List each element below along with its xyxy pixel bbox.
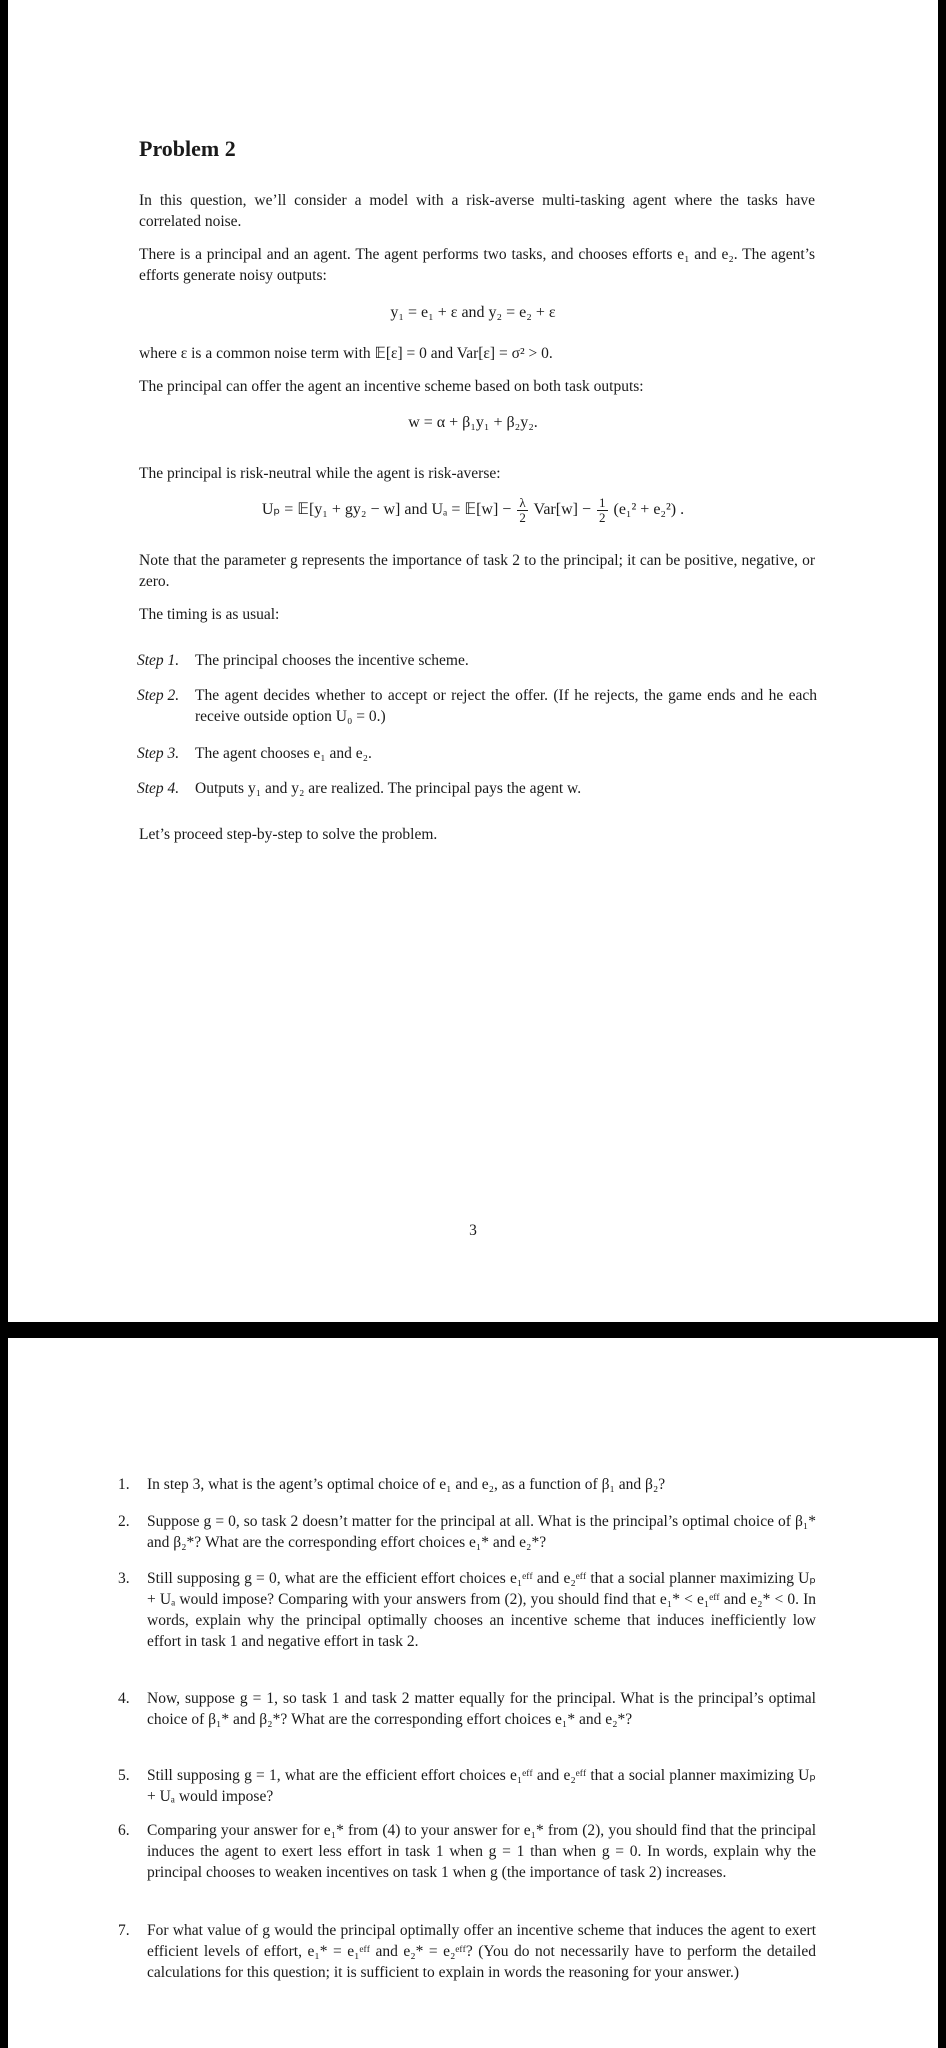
question-text: Comparing your answer for e₁* from (4) to your answer for e₁* from (2), you should find that the principal induces the agent to exert less effort in task 1 when g = 1 than when g = 0. In words, explain why the principal chooses to weaken incentives on task 1 when g (the importance of task 2) increases.	[147, 1822, 816, 1881]
question-text: For what value of g would the principal optimally offer an incentive scheme that induces the agent to exert efficient levels of effort, e₁* = e₁ᵉᶠᶠ and e₂* = e₂ᵉᶠᶠ? (You do not necessarily have to perform the detailed calculations for this question; it is sufficient to explain in words the reasoning for your answer.)	[147, 1922, 816, 1981]
noise-paragraph: where ε is a common noise term with 𝔼[ε] = 0 and Var[ε] = σ² > 0.	[139, 345, 553, 362]
utility-equation-right: (e₁² + e₂²) .	[613, 501, 685, 519]
question-number: 7.	[118, 1922, 130, 1939]
setup-paragraph: There is a principal and an agent. The agent performs two tasks, and chooses efforts e₁ and e₂. The agent’s efforts generate noisy outputs:	[139, 246, 815, 284]
step-text: The agent decides whether to accept or reject the offer. (If he rejects, the game ends and he each receive outside option U₀ = 0.)	[195, 687, 817, 725]
question-text: Suppose g = 0, so task 2 doesn’t matter for the principal at all. What is the principal’s optimal choice of β₁* and β₂*? What are the corresponding effort choices e₁* and e₂*?	[147, 1513, 816, 1551]
outputs-equation: y₁ = e₁ + ε and y₂ = e₂ + ε	[390, 304, 556, 321]
question-item	[118, 1568, 816, 1652]
question-number: 5.	[118, 1767, 130, 1784]
question-number: 1.	[118, 1476, 130, 1493]
step-item	[137, 650, 817, 671]
note-paragraph: Note that the parameter g represents the importance of task 2 to the principal; it can be positive, negative, or zero.	[139, 552, 815, 590]
question-item	[118, 1688, 816, 1730]
question-text: In step 3, what is the agent’s optimal choice of e₁ and e₂, as a function of β₁ and β₂?	[147, 1476, 666, 1493]
step-item	[137, 743, 817, 764]
problem-heading: Problem 2	[139, 136, 236, 161]
step-label: Step 2.	[137, 687, 180, 704]
risk-paragraph: The principal is risk-neutral while the agent is risk-averse:	[139, 465, 501, 482]
utility-equation	[8, 496, 938, 525]
step-item	[137, 778, 817, 799]
question-text: Now, suppose g = 1, so task 1 and task 2 matter equally for the principal. What is the principal’s optimal choice of β₁* and β₂*? What are the corresponding effort choices e₁* and e₂*?	[147, 1690, 816, 1728]
wage-equation: w = α + β₁y₁ + β₂y₂.	[408, 414, 538, 431]
question-text: Still supposing g = 0, what are the efficient effort choices e₁ᵉᶠᶠ and e₂ᵉᶠᶠ that a social planner maximizing Uₚ + Uₐ would impose? Comparing with your answers from (2), you should find that e₁* < e₁ᵉᶠᶠ and e₂* < 0. In words, explain why the principal optimally chooses an incentive scheme that induces inefficiently low effort in task 1 and negative effort in task 2.	[147, 1570, 816, 1650]
utility-equation-mid: Var[w] −	[533, 501, 591, 519]
question-item	[118, 1474, 816, 1495]
half-fraction: $\frac{1}{2}$	[599, 495, 606, 525]
step-text: Outputs y₁ and y₂ are realized. The principal pays the agent w.	[195, 780, 582, 797]
step-label: Step 1.	[137, 652, 180, 669]
question-number: 2.	[118, 1513, 130, 1530]
step-text: The agent chooses e₁ and e₂.	[195, 745, 372, 762]
intro-paragraph: In this question, we’ll consider a model with a risk-averse multi-tasking agent where the tasks have correlated noise.	[139, 192, 815, 230]
question-number: 4.	[118, 1690, 130, 1707]
step-label: Step 3.	[137, 745, 180, 762]
question-number: 6.	[118, 1822, 130, 1839]
question-item	[118, 1511, 816, 1553]
lambda-fraction: $\frac{\lambda}{2}$	[519, 495, 526, 525]
utility-equation-left: Uₚ = 𝔼[y₁ + gy₂ − w] and Uₐ = 𝔼[w] −	[261, 501, 512, 519]
page-number: 3	[469, 1222, 477, 1239]
question-number: 3.	[118, 1570, 130, 1587]
question-item	[118, 1765, 816, 1807]
question-item	[118, 1820, 816, 1883]
timing-paragraph: The timing is as usual:	[139, 606, 280, 623]
step-text: The principal chooses the incentive scheme.	[195, 652, 469, 669]
step-item	[137, 685, 817, 727]
document-page-1	[8, 0, 938, 1322]
question-item	[118, 1920, 816, 1983]
proceed-paragraph: Let’s proceed step-by-step to solve the problem.	[139, 826, 438, 843]
step-label: Step 4.	[137, 780, 180, 797]
offer-paragraph: The principal can offer the agent an incentive scheme based on both task outputs:	[139, 378, 644, 395]
question-text: Still supposing g = 1, what are the efficient effort choices e₁ᵉᶠᶠ and e₂ᵉᶠᶠ that a social planner maximizing Uₚ + Uₐ would impose?	[147, 1767, 816, 1805]
document-page-2	[8, 1338, 938, 2048]
